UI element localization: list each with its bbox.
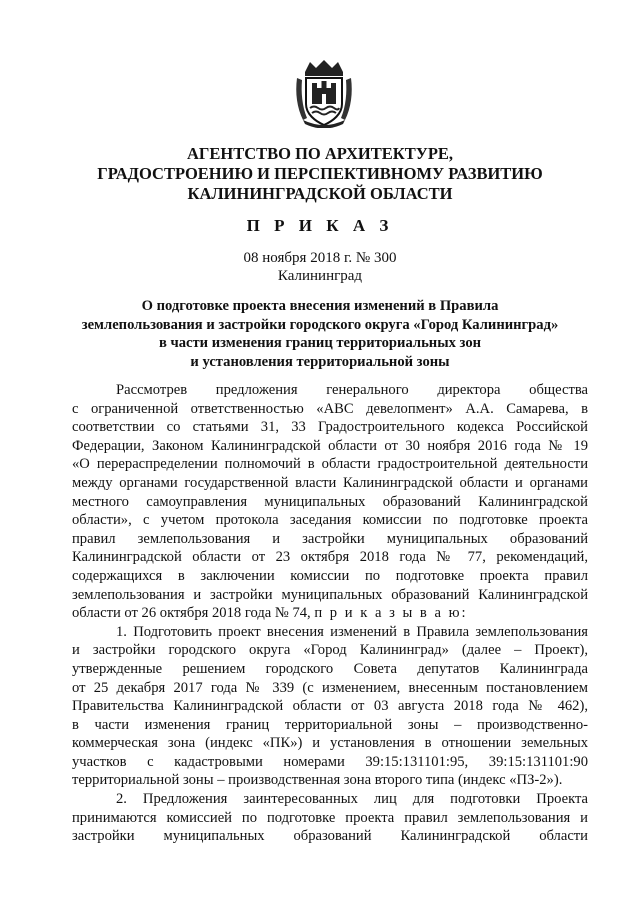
- body-line: [72, 604, 588, 623]
- body-line: утвержденные решением городского Совета депутатов Калининграда: [72, 660, 588, 677]
- body-line: соответствии со статьями 31, 33 Градостроительного кодекса Российской: [72, 419, 588, 436]
- subject-line-3: в части изменения границ территориальных зон: [158, 335, 482, 351]
- body-line: участков с кадастровыми номерами 39:15:131101:95, 39:15:131101:90: [72, 753, 588, 770]
- agency-name-line-1: АГЕНТСТВО ПО АРХИТЕКТУРЕ,: [186, 144, 454, 163]
- body-line: землепользования и застройки муниципальных образований Калининградской: [72, 586, 588, 603]
- subject-line-1: О подготовке проекта внесения изменений в Правила: [141, 298, 499, 314]
- body-line: между органами государственной власти Калининградской области и органами: [72, 474, 588, 491]
- body-line: от 25 декабря 2017 года № 339 (с изменением, внесенным постановлением: [72, 679, 588, 696]
- document-city: Калининград: [277, 268, 363, 284]
- body-line: принимаются комиссией по подготовке проекта правил землепользования и: [72, 809, 588, 826]
- body-line: области», с учетом протокола заседания комиссии по подготовке проекта: [72, 512, 588, 529]
- body-line-text: области от 26 октября 2018 года № 74,: [72, 605, 311, 622]
- agency-name-line-3: КАЛИНИНГРАДСКОЙ ОБЛАСТИ: [187, 184, 453, 203]
- subject-line-2: землепользования и застройки городского округа «Город Калининград»: [81, 316, 559, 333]
- body-line: и застройки городского округа «Город Калининград» (далее – Проект),: [72, 642, 588, 659]
- document-subject: [60, 297, 580, 371]
- body-line: Калининградской области от 23 октября 2018 года № 77, рекомендаций,: [72, 549, 588, 566]
- body-line: 2. Предложения заинтересованных лиц для подготовки Проекта: [116, 791, 588, 808]
- order-word: п р и к а з ы в а ю:: [314, 605, 468, 622]
- subject-line-4: и установления территориальной зоны: [190, 353, 450, 370]
- body-line: Федерации, Законом Калининградской области от 30 ноября 2016 года № 19: [72, 437, 588, 454]
- body-line: Рассмотрев предложения генерального директора общества: [116, 382, 588, 398]
- document-type: П Р И К А З: [246, 216, 394, 235]
- body-line: с ограниченной ответственностью «АВС девелопмент» А.А. Самарева, в: [72, 400, 588, 417]
- body-line: в части изменения границ территориальной зоны – производственно-: [72, 716, 588, 733]
- document-body: [72, 381, 588, 846]
- body-line: «О перераспределении полномочий в области градостроительной деятельности: [72, 456, 588, 473]
- body-line: территориальной зоны – производственная зона второго типа (индекс «ПЗ-2»).: [72, 772, 563, 789]
- body-line: правил землепользования и застройки муниципальных образований: [72, 530, 588, 547]
- body-line: Правительства Калининградской области от 03 августа 2018 года № 462),: [72, 698, 588, 715]
- agency-name-line-2: ГРАДОСТРОЕНИЮ И ПЕРСПЕКТИВНОМУ РАЗВИТИЮ: [97, 164, 543, 183]
- body-line: коммерческая зона (индекс «ПК») и установления в отношении земельных: [72, 735, 588, 752]
- body-line: местного самоуправления муниципальных образований Калининградской: [72, 493, 588, 510]
- body-line: 1. Подготовить проект внесения изменений в Правила землепользования: [116, 623, 588, 640]
- body-line: застройки муниципальных образований Калининградской области: [72, 828, 588, 845]
- document-date-number: 08 ноября 2018 г. № 300: [243, 250, 397, 266]
- agency-header: [60, 144, 580, 204]
- body-line: содержащихся в заключении комиссии по подготовке проекта правил: [72, 567, 588, 584]
- coat-of-arms-emblem: [293, 58, 355, 128]
